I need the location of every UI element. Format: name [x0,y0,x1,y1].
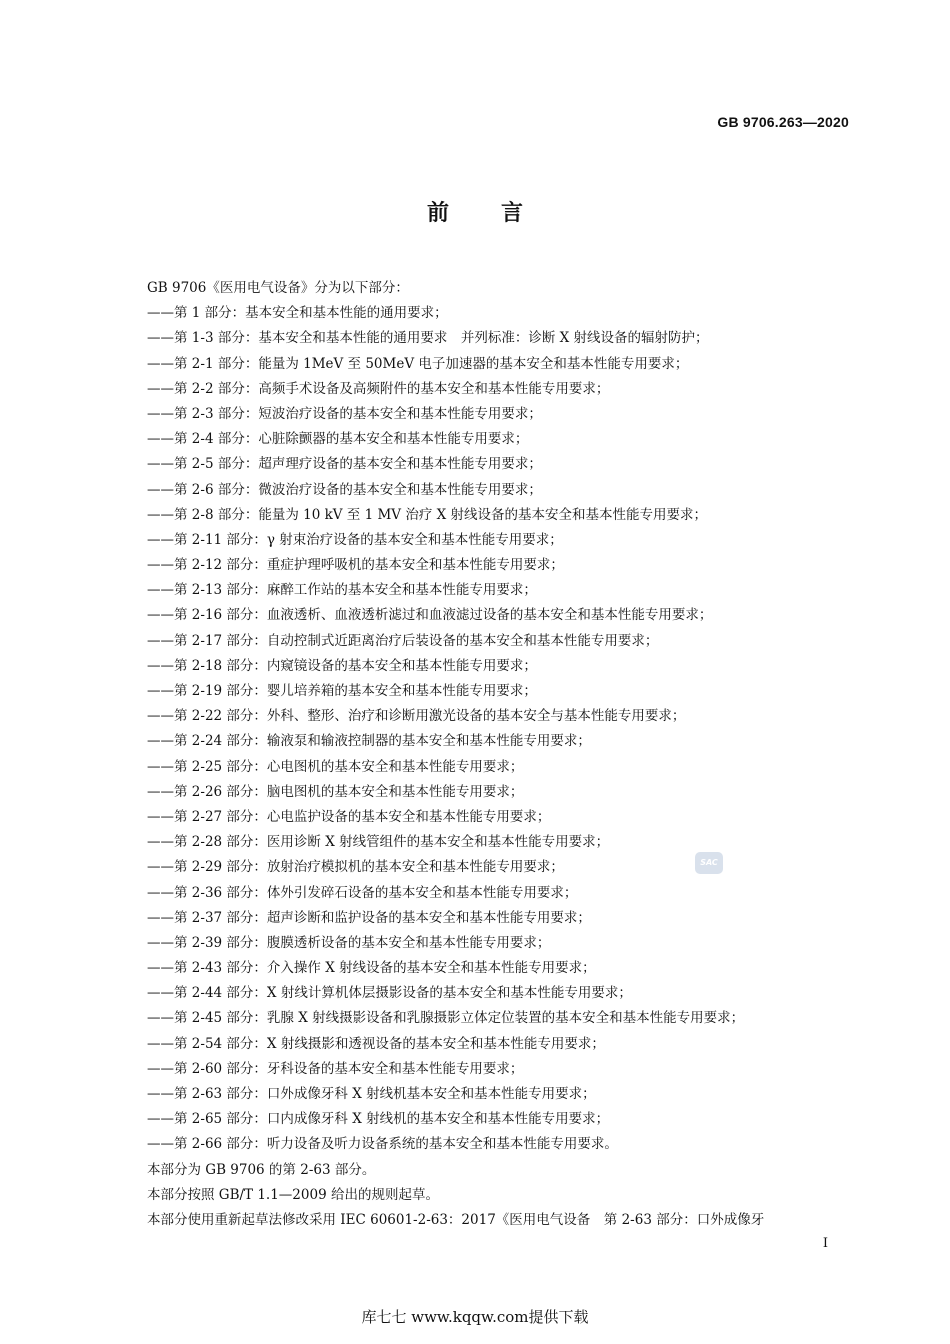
standard-code: GB 9706.263—2020 [717,114,849,130]
part-list-item: ——第 2-37 部分：超声诊断和监护设备的基本安全和基本性能专用要求； [147,909,591,926]
part-list-item: ——第 2-66 部分：听力设备及听力设备系统的基本安全和基本性能专用要求。 [147,1136,618,1153]
part-list-item: ——第 2-24 部分：输液泵和输液控制器的基本安全和基本性能专用要求； [147,733,591,750]
part-list-item: ——第 1-3 部分：基本安全和基本性能的通用要求 并列标准：诊断 X 射线设备的辐射防护； [147,330,709,347]
part-list-item: ——第 2-6 部分：微波治疗设备的基本安全和基本性能专用要求； [147,481,542,498]
part-list-item: ——第 2-5 部分：超声理疗设备的基本安全和基本性能专用要求； [147,456,542,473]
part-list-item: ——第 2-3 部分：短波治疗设备的基本安全和基本性能专用要求； [147,405,542,422]
part-list-item: ——第 2-2 部分：高频手术设备及高频附件的基本安全和基本性能专用要求； [147,380,610,397]
download-footer: 库七七 www.kqqw.com提供下载 [361,1308,589,1326]
part-list-item: ——第 2-39 部分：腹膜透析设备的基本安全和基本性能专用要求； [147,934,551,951]
part-list-item: ——第 2-44 部分：X 射线计算机体层摄影设备的基本安全和基本性能专用要求； [147,985,632,1002]
part-list-item: ——第 2-60 部分：牙科设备的基本安全和基本性能专用要求； [147,1060,524,1077]
part-list-item: ——第 2-12 部分：重症护理呼吸机的基本安全和基本性能专用要求； [147,557,564,574]
part-list-item: ——第 2-1 部分：能量为 1MeV 至 50MeV 电子加速器的基本安全和基本性能专用要求； [147,355,689,372]
part-list-item: ——第 2-65 部分：口内成像牙科 X 射线机的基本安全和基本性能专用要求； [147,1111,610,1128]
part-list-item: ——第 2-26 部分：脑电图机的基本安全和基本性能专用要求； [147,783,524,800]
closing-paragraphs [147,1158,867,1234]
part-list-item: ——第 2-11 部分：γ 射束治疗设备的基本安全和基本性能专用要求； [147,531,563,548]
part-list-item: ——第 2-18 部分：内窥镜设备的基本安全和基本性能专用要求； [147,657,537,674]
body-paragraph: 本部分按照 GB/T 1.1—2009 给出的规则起草。 [147,1186,439,1203]
parts-list [147,301,867,1157]
part-list-item: ——第 2-17 部分：自动控制式近距离治疗后装设备的基本安全和基本性能专用要求； [147,632,659,649]
part-list-item: ——第 2-19 部分：婴儿培养箱的基本安全和基本性能专用要求； [147,683,537,699]
part-list-item: ——第 2-25 部分：心电图机的基本安全和基本性能专用要求； [147,758,524,775]
page-number: I [822,1236,828,1251]
part-list-item: ——第 2-63 部分：口外成像牙科 X 射线机基本安全和基本性能专用要求； [147,1086,596,1102]
sac-watermark-logo: SAC [695,852,723,874]
foreword-body [147,276,867,1233]
part-list-item: ——第 2-16 部分：血液透析、血液透析滤过和血液滤过设备的基本安全和基本性能专用要求； [147,607,713,624]
part-list-item: ——第 2-8 部分：能量为 10 kV 至 1 MV 治疗 X 射线设备的基本安全和基本性能专用要求； [147,506,708,523]
part-list-item: ——第 2-22 部分：外科、整形、治疗和诊断用激光设备的基本安全与基本性能专用要求； [147,708,686,725]
page-title: 前言 [426,201,575,226]
part-list-item: ——第 2-28 部分：医用诊断 X 射线管组件的基本安全和基本性能专用要求； [147,834,610,851]
part-list-item: ——第 2-13 部分：麻醉工作站的基本安全和基本性能专用要求； [147,582,537,599]
body-paragraph: 本部分使用重新起草法修改采用 IEC 60601-2-63：2017《医用电气设备 第 2-63 部分：口外成像牙 [147,1211,765,1228]
part-list-item: ——第 2-4 部分：心脏除颤器的基本安全和基本性能专用要求； [147,431,529,448]
part-list-item: ——第 2-36 部分：体外引发碎石设备的基本安全和基本性能专用要求； [147,884,578,901]
part-list-item: ——第 2-27 部分：心电监护设备的基本安全和基本性能专用要求； [147,808,551,825]
part-list-item: ——第 2-29 部分：放射治疗模拟机的基本安全和基本性能专用要求； [147,859,564,876]
part-list-item: ——第 2-45 部分：乳腺 X 射线摄影设备和乳腺摄影立体定位装置的基本安全和基本性能专用要求； [147,1010,745,1027]
body-paragraph: 本部分为 GB 9706 的第 2-63 部分。 [147,1161,376,1178]
part-list-item: ——第 2-54 部分：X 射线摄影和透视设备的基本安全和基本性能专用要求； [147,1035,605,1052]
part-list-item: ——第 1 部分：基本安全和基本性能的通用要求； [147,305,448,322]
intro-paragraph: GB 9706《医用电气设备》分为以下部分： [147,280,409,296]
part-list-item: ——第 2-43 部分：介入操作 X 射线设备的基本安全和基本性能专用要求； [147,960,596,977]
